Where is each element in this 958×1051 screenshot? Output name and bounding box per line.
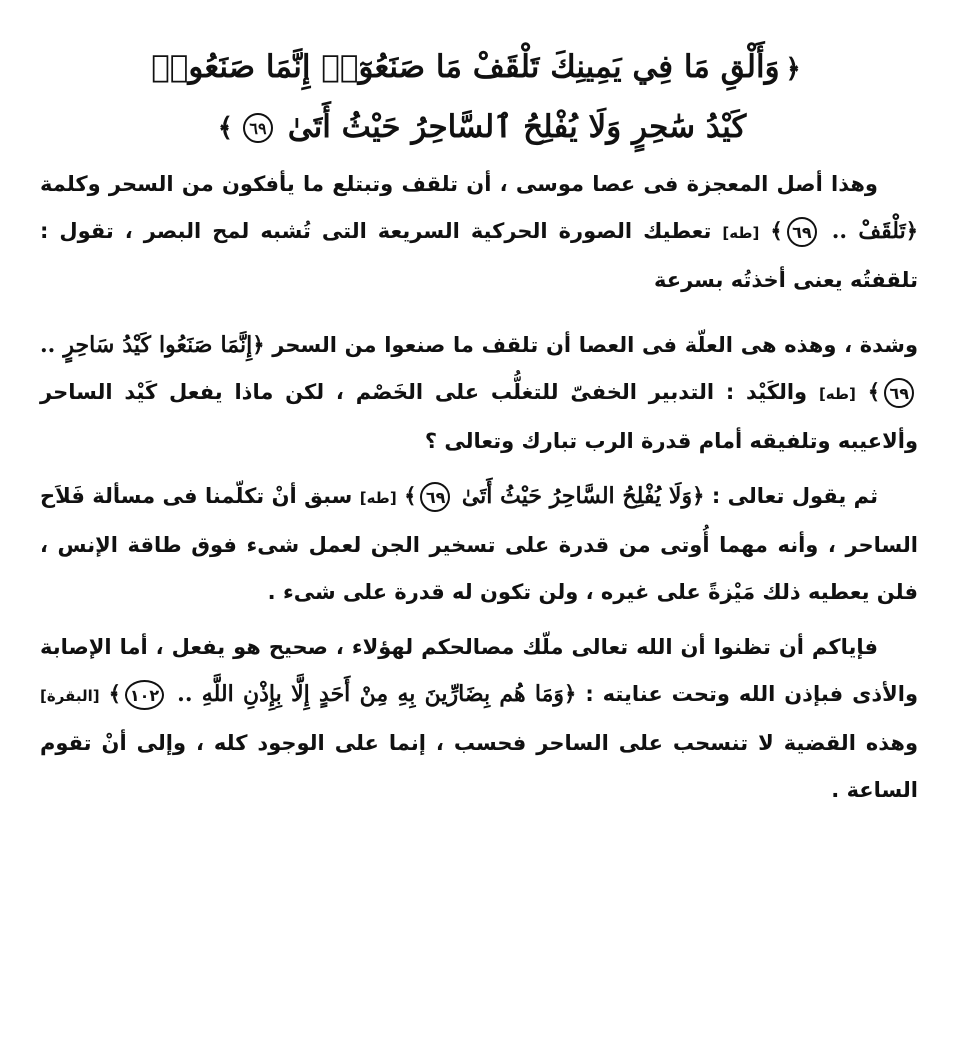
paragraph-2 xyxy=(40,322,918,465)
surah-reference: [ طه ] xyxy=(360,489,397,507)
paragraph-text: ثم يقول تعالى : xyxy=(711,484,878,508)
quote-text: وَلَا يُفْلِحُ السَّاحِرُ حَيْثُ أَتَىٰ xyxy=(461,483,693,509)
ornament-close-icon: ﴾ xyxy=(217,113,233,143)
ayah-number-badge: ٦٩ xyxy=(243,113,273,143)
ayah-number-badge: ٦٩ xyxy=(420,482,450,512)
ayah-number-badge: ٦٩ xyxy=(884,378,914,408)
paragraph-text: والكَيْد : التدبير الخفىّ للتغلُّب على الخَصْم ، لكن ماذا يفعل كَيْد الساحر وألاعيبه وتلفيقه أمام قدرة الرب تبارك وتعالى ؟ xyxy=(40,380,918,453)
verse-line-1 xyxy=(40,38,918,98)
paragraph-1 xyxy=(40,161,918,304)
paragraph-text: وهذه القضية لا تنسحب على الساحر فحسب ، إنما على الوجود كله ، وإلى أنْ تقوم الساعة . xyxy=(40,731,918,802)
ornament-close-icon: ﴾ xyxy=(108,682,121,706)
ornament-close-icon: ﴾ xyxy=(404,484,417,508)
ayah-number-badge: ١٠٢ xyxy=(125,680,164,710)
ayah-number-badge: ٦٩ xyxy=(787,217,817,247)
paragraph-text: وهذا أصل المعجزة فى عصا موسى ، أن تلقف وتبتلع ما يأفكون من السحر وكلمة xyxy=(40,172,878,196)
surah-reference: [ البقرة ] xyxy=(40,687,100,705)
paragraph-text: سبق أنْ تكلّمنا فى مسألة فَلاَح الساحر ، وأنه مهما أُوتى من قدرة على تسخير الجن لعمل شىء فوق طاقة الإنس ، فلن يعطيه ذلك مَيْزةً على غيره ، ولن تكون له قدرة على شىء . xyxy=(40,484,918,604)
paragraph-text: وشدة ، وهذه هى العلّة فى العصا أن تلقف ما صنعوا من السحر xyxy=(272,333,919,357)
surah-reference: [ طه ] xyxy=(722,224,759,242)
ornament-open-icon: ﴿ xyxy=(785,53,801,84)
quote-text: تَلْقَفْ .. xyxy=(831,218,906,244)
verse-text-1: وَأَلْقِ مَا فِي يَمِينِكَ تَلْقَفْ مَا صَنَعُوٓا۟ إِنَّمَا صَنَعُوا۟ xyxy=(151,49,780,85)
ornament-open-icon: ﴿ xyxy=(252,333,265,357)
ornament-close-icon: ﴾ xyxy=(770,219,783,243)
surah-reference: [ طه ] xyxy=(819,385,856,403)
paragraph-3 xyxy=(40,473,918,616)
ornament-open-icon: ﴿ xyxy=(692,484,705,508)
quote-text: إِنَّمَا صَنَعُوا كَيْدُ سَاحِرٍ .. xyxy=(40,332,253,358)
verse-text-2: كَيْدُ سَٰحِرٍ وَلَا يُفْلِحُ ٱلسَّاحِرُ حَيْثُ أَتَىٰ xyxy=(287,108,747,145)
verse-line-2 xyxy=(40,98,918,158)
paragraph-text: فإياكم أن تظنوا أن الله تعالى ملّك مصالحكم لهؤلاء ، صحيح هو يفعل ، أما الإصابة والأذى فبإذن الله وتحت عنايته : xyxy=(40,635,919,706)
paragraph-text: تعطيك الصورة الحركية السريعة التى تُشبه لمح البصر ، تقول : تلقفتُه يعنى أخذتُه بسرعة xyxy=(40,219,918,292)
ornament-close-icon: ﴾ xyxy=(867,380,881,404)
quote-text: وَمَا هُم بِضَارِّينَ بِهِ مِنْ أَحَدٍ إِلَّا بِإِذْنِ اللَّهِ .. xyxy=(177,681,565,707)
paragraph-4 xyxy=(40,624,918,814)
ornament-open-icon: ﴿ xyxy=(564,682,577,706)
ornament-open-icon: ﴿ xyxy=(905,219,919,243)
quran-verse-block xyxy=(40,38,918,157)
